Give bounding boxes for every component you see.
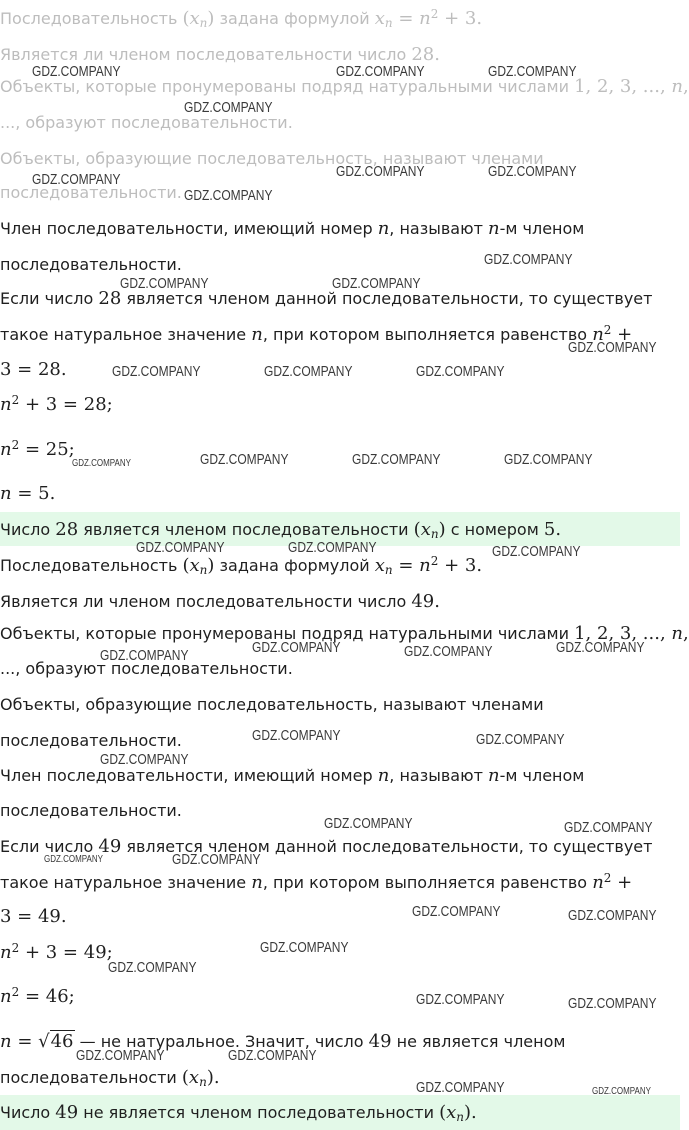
definition-2a-p2: Объекты, образующие последовательность, называют членами bbox=[0, 695, 544, 714]
watermark: GDZ.COMPANY bbox=[592, 1086, 651, 1097]
equation-1: 3 = 28. bbox=[0, 359, 67, 380]
watermark: GDZ.COMPANY bbox=[252, 727, 341, 744]
watermark: GDZ.COMPANY bbox=[336, 63, 425, 80]
definition-3b-p2: последовательности. bbox=[0, 801, 182, 820]
watermark: GDZ.COMPANY bbox=[108, 959, 197, 976]
condition-b-p2: такое натуральное значение n, при котором выполняется равенство $n^2$ + bbox=[0, 871, 633, 893]
watermark: GDZ.COMPANY bbox=[200, 451, 289, 468]
watermark: GDZ.COMPANY bbox=[504, 451, 593, 468]
equation-4-p2: n = √46 — не натуральное. Значит, число 49 не является членом bbox=[0, 1031, 566, 1052]
watermark: GDZ.COMPANY bbox=[184, 187, 273, 204]
given-line-1: Последовательность $(x_n)$ задана формулой $x_n = n^2 + 3$. bbox=[0, 7, 483, 30]
watermark: GDZ.COMPANY bbox=[404, 643, 493, 660]
watermark: GDZ.COMPANY bbox=[100, 751, 189, 768]
answer-1: Число 28 является членом последовательности $(x_n)$ с номером 5. bbox=[0, 519, 562, 541]
watermark: GDZ.COMPANY bbox=[352, 451, 441, 468]
definition-1a-p2: Объекты, которые пронумерованы подряд натуральными числами 1, 2, 3, ..., n, bbox=[0, 623, 689, 644]
watermark: GDZ.COMPANY bbox=[568, 339, 657, 356]
definition-2a: Объекты, образующие последовательность, называют членами bbox=[0, 149, 544, 168]
watermark: GDZ.COMPANY bbox=[488, 63, 577, 80]
watermark: GDZ.COMPANY bbox=[324, 815, 413, 832]
condition-a-p2: Если число 49 является членом данной последовательности, то существует bbox=[0, 836, 653, 857]
definition-1b-p2: ..., образуют последовательности. bbox=[0, 659, 293, 678]
watermark: GDZ.COMPANY bbox=[288, 539, 377, 556]
equation-3: $n^2 = 25$; bbox=[0, 438, 75, 460]
definition-3a: Член последовательности, имеющий номер n, называют n-м членом bbox=[0, 218, 585, 239]
watermark: GDZ.COMPANY bbox=[112, 363, 201, 380]
watermark: GDZ.COMPANY bbox=[412, 903, 501, 920]
watermark: GDZ.COMPANY bbox=[416, 991, 505, 1008]
watermark: GDZ.COMPANY bbox=[32, 171, 121, 188]
equation-2-p2: $n^2 + 3 = 49$; bbox=[0, 941, 113, 963]
watermark: GDZ.COMPANY bbox=[476, 731, 565, 748]
equation-4b-p2: последовательности $(x_n)$. bbox=[0, 1067, 220, 1089]
watermark: GDZ.COMPANY bbox=[72, 458, 131, 469]
question-line-1: Является ли членом последовательности число 28. bbox=[0, 44, 440, 65]
definition-1a: Объекты, которые пронумерованы подряд натуральными числами 1, 2, 3, ..., n, bbox=[0, 76, 689, 97]
watermark: GDZ.COMPANY bbox=[228, 1047, 317, 1064]
sqrt-expression: √46 bbox=[38, 1031, 74, 1052]
definition-2b-p2: последовательности. bbox=[0, 731, 182, 750]
watermark: GDZ.COMPANY bbox=[416, 363, 505, 380]
watermark: GDZ.COMPANY bbox=[568, 995, 657, 1012]
watermark: GDZ.COMPANY bbox=[136, 539, 225, 556]
watermark: GDZ.COMPANY bbox=[564, 819, 653, 836]
watermark: GDZ.COMPANY bbox=[488, 163, 577, 180]
definition-1b: ..., образуют последовательности. bbox=[0, 113, 293, 132]
watermark: GDZ.COMPANY bbox=[32, 63, 121, 80]
equation-2: $n^2 + 3 = 28$; bbox=[0, 393, 113, 415]
watermark: GDZ.COMPANY bbox=[76, 1047, 165, 1064]
equation-4: n = 5. bbox=[0, 483, 56, 504]
condition-b: такое натуральное значение n, при котором выполняется равенство $n^2$ + bbox=[0, 323, 633, 345]
watermark: GDZ.COMPANY bbox=[556, 639, 645, 656]
equation-3-p2: $n^2 = 46$; bbox=[0, 985, 75, 1007]
watermark: GDZ.COMPANY bbox=[252, 639, 341, 656]
watermark: GDZ.COMPANY bbox=[484, 251, 573, 268]
watermark: GDZ.COMPANY bbox=[120, 275, 209, 292]
definition-3b: последовательности. bbox=[0, 255, 182, 274]
answer-2: Число 49 не является членом последовательности $(x_n)$. bbox=[0, 1102, 477, 1124]
watermark: GDZ.COMPANY bbox=[100, 647, 189, 664]
given-line-2: Последовательность $(x_n)$ задана формулой $x_n = n^2 + 3$. bbox=[0, 554, 483, 577]
watermark: GDZ.COMPANY bbox=[416, 1079, 505, 1096]
condition-a: Если число 28 является членом данной последовательности, то существует bbox=[0, 288, 653, 309]
watermark: GDZ.COMPANY bbox=[336, 163, 425, 180]
watermark: GDZ.COMPANY bbox=[184, 99, 273, 116]
watermark: GDZ.COMPANY bbox=[260, 939, 349, 956]
watermark: GDZ.COMPANY bbox=[44, 854, 103, 865]
watermark: GDZ.COMPANY bbox=[332, 275, 421, 292]
watermark: GDZ.COMPANY bbox=[172, 851, 261, 868]
watermark: GDZ.COMPANY bbox=[492, 543, 581, 560]
definition-3a-p2: Член последовательности, имеющий номер n, называют n-м членом bbox=[0, 765, 585, 786]
watermark: GDZ.COMPANY bbox=[568, 907, 657, 924]
definition-2b: последовательности. bbox=[0, 183, 182, 202]
watermark: GDZ.COMPANY bbox=[264, 363, 353, 380]
equation-1-p2: 3 = 49. bbox=[0, 906, 67, 927]
question-line-2: Является ли членом последовательности число 49. bbox=[0, 591, 440, 612]
